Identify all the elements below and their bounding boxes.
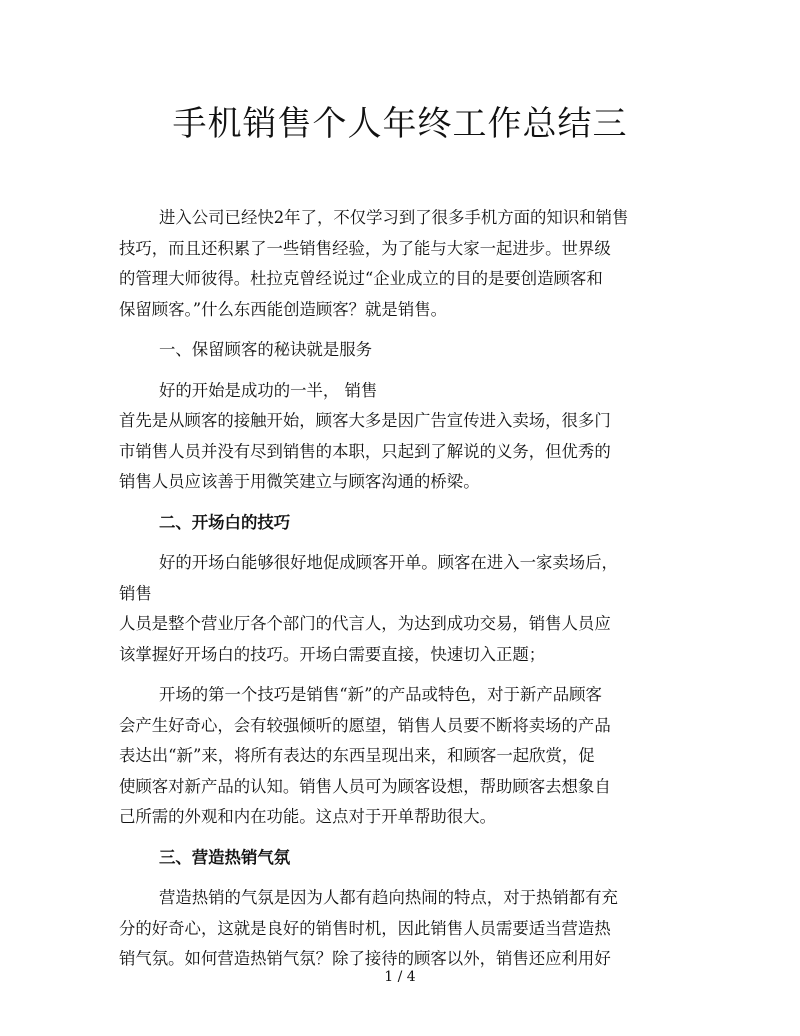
paragraph-gap (119, 538, 691, 548)
text-line: 一、保留顾客的秘诀就是服务 (159, 340, 373, 359)
text-line: 该掌握好开场白的技巧。开场白需要直接，快速切入正题； (119, 644, 546, 664)
text-line: 首先是从顾客的接触开始，顾客大多是因广告宣传进入卖场，很多门 (119, 411, 611, 430)
section-heading: 二、开场白的技巧 (159, 512, 291, 532)
paragraph-gap (119, 498, 691, 508)
page-number: 1 / 4 (384, 969, 416, 985)
text-line: 销气氛。如何营造热销气氛？除了接待的顾客以外，销售还应利用好 (119, 949, 611, 968)
text-line: 己所需的外观和内在功能。这点对于开单帮助很大。 (119, 807, 496, 826)
text-line: 销售人员应该善于用微笑建立与顾客沟通的桥梁。 (119, 472, 480, 491)
text-line: 好的开始是成功的一半， 销售 (159, 380, 378, 400)
text-line: 人员是整个营业厅各个部门的代言人，为达到成功交易，销售人员应 (119, 614, 611, 633)
document-title: 手机销售个人年终工作总结三 (172, 104, 628, 144)
document-body (119, 203, 691, 975)
paragraph-gap (119, 670, 691, 680)
text-line: 技巧，而且还积累了一些销售经验，为了能与大家一起进步。世界级 (119, 238, 611, 258)
text-line: 好的开场白能够很好地促成顾客开单。顾客在进入一家卖场后， (159, 553, 618, 572)
text-line: 市销售人员并没有尽到销售的本职，只起到了解说的义务，但优秀的 (119, 441, 611, 461)
text-line: 分的好奇心，这就是良好的销售时机，因此销售人员需要适当营造热 (119, 918, 611, 938)
paragraph-gap (119, 366, 691, 376)
paragraph-gap (119, 873, 691, 883)
paragraph-gap (119, 833, 691, 843)
paragraph-gap (119, 325, 691, 335)
text-line: 开场的第一个技巧是销售“新”的产品或特色，对于新产品顾客 (159, 685, 602, 704)
text-line: 的管理大师彼得。杜拉克曾经说过“企业成立的目的是要创造顾客和 (119, 269, 603, 288)
section-heading: 三、营造热销气氛 (159, 847, 291, 867)
text-line: 表达出“新”来，将所有表达的东西呈现出来，和顾客一起欣赏，促 (119, 746, 595, 765)
text-line: 会产生好奇心，会有较强倾听的愿望，销售人员要不断将卖场的产品 (119, 715, 611, 735)
text-line: 销售 (119, 583, 152, 603)
text-line: 使顾客对新产品的认知。销售人员可为顾客设想，帮助顾客去想象自 (119, 776, 611, 796)
text-line: 营造热销的气氛是因为人都有趋向热闹的特点，对于热销都有充 (159, 888, 618, 907)
text-line: 保留顾客。”什么东西能创造顾客？就是销售。 (119, 299, 447, 319)
text-line: 进入公司已经快2年了，不仅学习到了很多手机方面的知识和销售 (159, 208, 629, 227)
